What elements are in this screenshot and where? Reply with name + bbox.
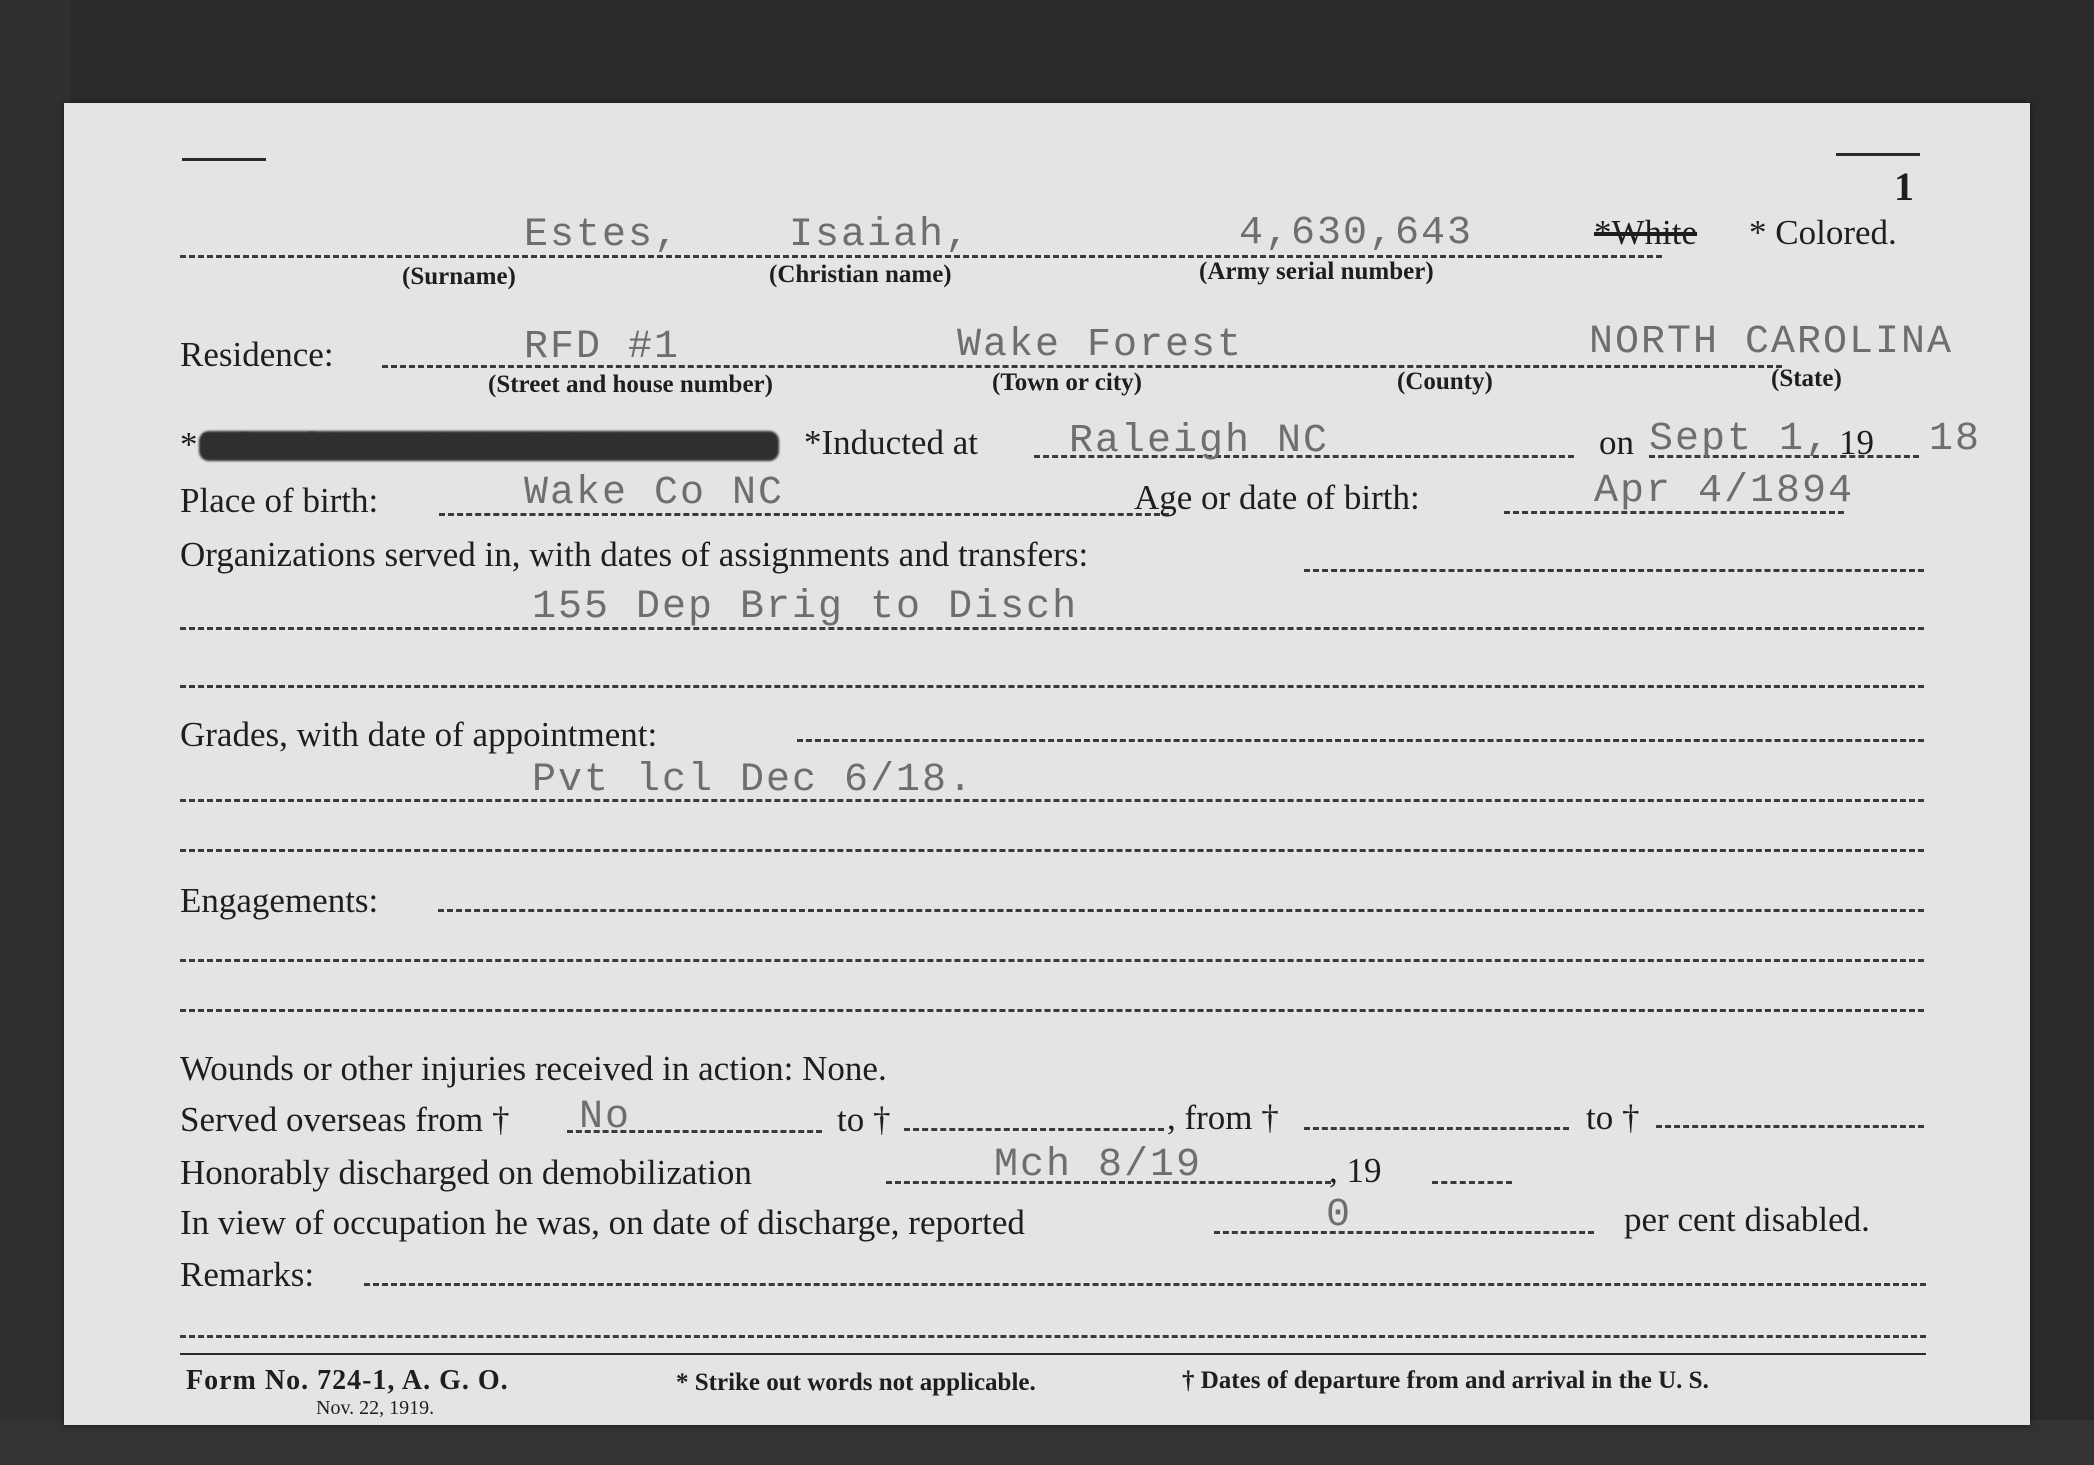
scanner-background-bottom xyxy=(0,1420,2094,1465)
engagements-line-2 xyxy=(180,959,1924,962)
wounds-label: Wounds or other injuries received in action: None. xyxy=(180,1049,887,1088)
birthplace-value: Wake Co NC xyxy=(524,471,785,516)
enlisted-redaction-mark xyxy=(199,431,779,461)
overseas-to-line-2 xyxy=(1656,1125,1924,1128)
age-label: Age or date of birth: xyxy=(1134,478,1420,517)
discharge-year-line xyxy=(1432,1181,1512,1184)
induction-year-prefix: 19 xyxy=(1839,423,1874,462)
overseas-from-line-2 xyxy=(1304,1127,1569,1130)
overseas-to-label: to † xyxy=(837,1100,891,1139)
caption-street: (Street and house number) xyxy=(488,371,773,398)
disabled-line xyxy=(1214,1231,1594,1234)
service-record-card xyxy=(64,103,2030,1425)
serial-number-value: 4,630,643 xyxy=(1239,211,1474,256)
residence-town-value: Wake Forest xyxy=(957,323,1244,368)
caption-christian: (Christian name) xyxy=(769,261,952,288)
on-label: on xyxy=(1599,423,1634,462)
residence-state-value: NORTH CAROLINA xyxy=(1589,320,1954,365)
top-left-rule xyxy=(182,158,266,161)
residence-street-value: RFD #1 xyxy=(524,325,681,370)
caption-town: (Town or city) xyxy=(992,369,1142,396)
inducted-label: *Inducted at xyxy=(804,423,978,462)
inducted-at-value: Raleigh NC xyxy=(1069,419,1330,464)
disabled-value: 0 xyxy=(1326,1193,1353,1238)
race-colored: * Colored. xyxy=(1749,213,1897,252)
overseas-from-label-2: , from † xyxy=(1167,1098,1279,1137)
remarks-line-2 xyxy=(180,1335,1926,1338)
scanner-background-right xyxy=(2030,0,2094,1465)
form-number: Form No. 724-1, A. G. O. xyxy=(186,1365,509,1396)
footnote-strike: * Strike out words not applicable. xyxy=(676,1369,1036,1396)
page-number: 1 xyxy=(1894,164,1914,209)
form-date: Nov. 22, 1919. xyxy=(316,1397,435,1419)
grades-label: Grades, with date of appointment: xyxy=(180,715,658,754)
discharge-year-label: , 19 xyxy=(1329,1151,1382,1190)
scanner-background-top xyxy=(0,0,2094,110)
engagements-line-3 xyxy=(180,1009,1924,1012)
footer-rule xyxy=(180,1353,1926,1355)
enlisted-asterisk: * xyxy=(180,425,198,464)
organization-value: 155 Dep Brig to Disch xyxy=(532,585,1079,630)
engagements-line-1 xyxy=(438,909,1924,912)
disabled-suffix: per cent disabled. xyxy=(1624,1200,1870,1239)
organizations-label: Organizations served in, with dates of assignments and transfers: xyxy=(180,535,1089,574)
discharged-label: Honorably discharged on demobilization xyxy=(180,1153,752,1192)
caption-surname: (Surname) xyxy=(402,263,516,290)
overseas-to-line xyxy=(904,1128,1164,1131)
scanner-background-left xyxy=(0,0,70,1465)
induction-year-suffix: 18 xyxy=(1929,417,1982,462)
grades-line-1 xyxy=(797,739,1924,742)
grades-line-2 xyxy=(180,799,1924,802)
discharge-date-value: Mch 8/19 xyxy=(994,1143,1203,1188)
grades-line-3 xyxy=(180,849,1924,852)
surname-value: Estes, xyxy=(524,213,681,258)
caption-county: (County) xyxy=(1397,368,1493,395)
caption-state: (State) xyxy=(1771,365,1842,392)
birth-date-value: Apr 4/1894 xyxy=(1594,469,1855,514)
induction-date-value: Sept 1, xyxy=(1649,417,1832,462)
footnote-dates: † Dates of departure from and arrival in the U. S. xyxy=(1182,1367,1709,1394)
engagements-label: Engagements: xyxy=(180,881,379,920)
caption-serial: (Army serial number) xyxy=(1199,258,1434,285)
overseas-to-label-2: to † xyxy=(1586,1098,1640,1137)
occupation-label: In view of occupation he was, on date of discharge, reported xyxy=(180,1203,1025,1242)
remarks-line-1 xyxy=(364,1283,1926,1286)
birthplace-label: Place of birth: xyxy=(180,481,379,520)
residence-label: Residence: xyxy=(180,335,334,374)
organizations-line-3 xyxy=(180,685,1924,688)
overseas-value: No xyxy=(579,1095,632,1140)
grade-value: Pvt lcl Dec 6/18. xyxy=(532,758,975,803)
overseas-label: Served overseas from † xyxy=(180,1100,510,1139)
christian-name-value: Isaiah, xyxy=(789,213,972,258)
top-right-rule xyxy=(1836,153,1920,156)
organizations-line-1 xyxy=(1304,569,1924,572)
remarks-label: Remarks: xyxy=(180,1255,315,1294)
race-white-struck: *White xyxy=(1594,213,1698,252)
